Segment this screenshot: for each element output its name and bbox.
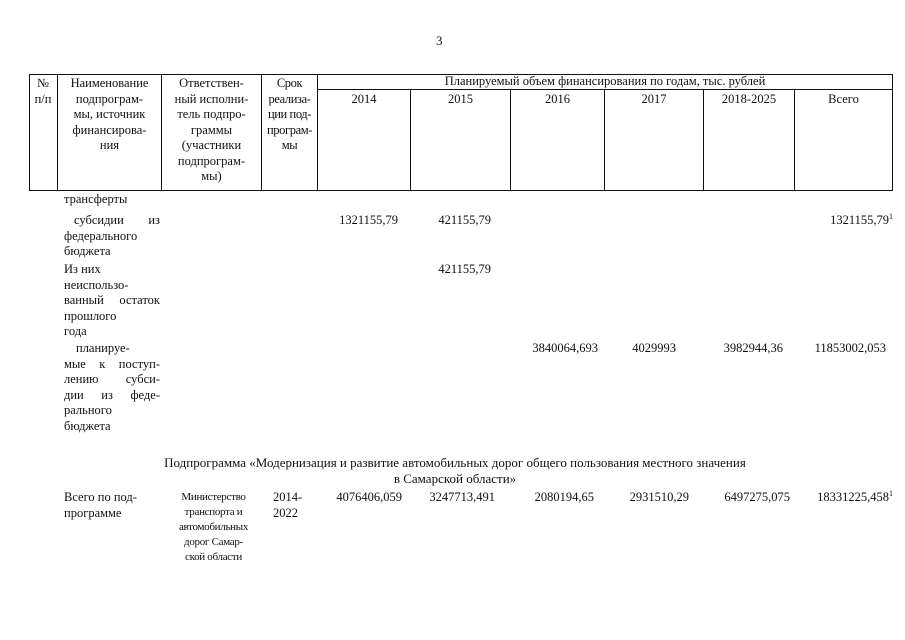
subprogram-2014: 4076406,059	[336, 490, 402, 504]
federal-subsidy-label: субсидии из федерального бюджета	[64, 213, 160, 258]
subprogram-responsible: Министерство транспорта и автомобильных дорог Самар- ской области	[178, 491, 249, 563]
subprogram-2016: 2080194,65	[534, 490, 594, 504]
section-title: Подпрограмма «Модернизация и развитие автомобильных дорог общего пользования местного значения в Самарской области»	[164, 455, 746, 486]
planned-2018-2025: 3982944,36	[723, 341, 783, 355]
header-year-total: Всего	[828, 92, 859, 106]
header-col-number: № п/п	[34, 76, 52, 106]
subprogram-term: 2014- 2022	[273, 490, 303, 520]
subprogram-2017: 2931510,29	[629, 490, 689, 504]
header-year-2015: 2015	[448, 92, 473, 106]
header-col-term: Срок реализа- ции под- програм- мы	[267, 76, 312, 152]
header-col-responsible: Ответствен- ный исполни- тель подпро- граммы (участники подпрограм- мы)	[174, 76, 249, 183]
header-year-2017: 2017	[641, 92, 667, 106]
subprogram-total-label: Всего по под- программе	[64, 490, 137, 520]
footnote-mark: 1	[889, 488, 893, 498]
planned-label: планируе- мые к поступ- лению субси- дии из феде- рального бюджета	[64, 341, 160, 433]
header-year-2014: 2014	[351, 92, 377, 106]
subprogram-2018-2025: 6497275,075	[724, 490, 790, 504]
header-year-2016: 2016	[545, 92, 570, 106]
planned-2017: 4029993	[632, 341, 676, 355]
unused-rest-label: Из них неиспользо- ванный остаток прошлого года	[64, 262, 160, 338]
unused-rest-2015: 421155,79	[438, 262, 491, 276]
subprogram-2015: 3247713,491	[429, 490, 495, 504]
federal-subsidy-2015: 421155,79	[438, 213, 491, 227]
footnote-mark: 1	[889, 211, 893, 221]
subprogram-total: 18331225,458$^1$	[817, 488, 893, 504]
header-col-name: Наименование подпрограм- мы, источник финансирова- ния	[70, 76, 149, 152]
planned-2016: 3840064,693	[532, 341, 598, 355]
header-plan-title: Планируемый объем финансирования по годам, тыс. рублей	[444, 74, 766, 88]
federal-subsidy-2014: 1321155,79	[339, 213, 398, 227]
page-number: 3	[436, 33, 443, 48]
planned-total: 11853002,053	[814, 341, 886, 355]
federal-subsidy-total: 1321155,79$^1$	[830, 211, 893, 227]
header-year-2018-2025: 2018-2025	[721, 92, 777, 106]
row-transfers-label: трансферты	[64, 192, 128, 206]
